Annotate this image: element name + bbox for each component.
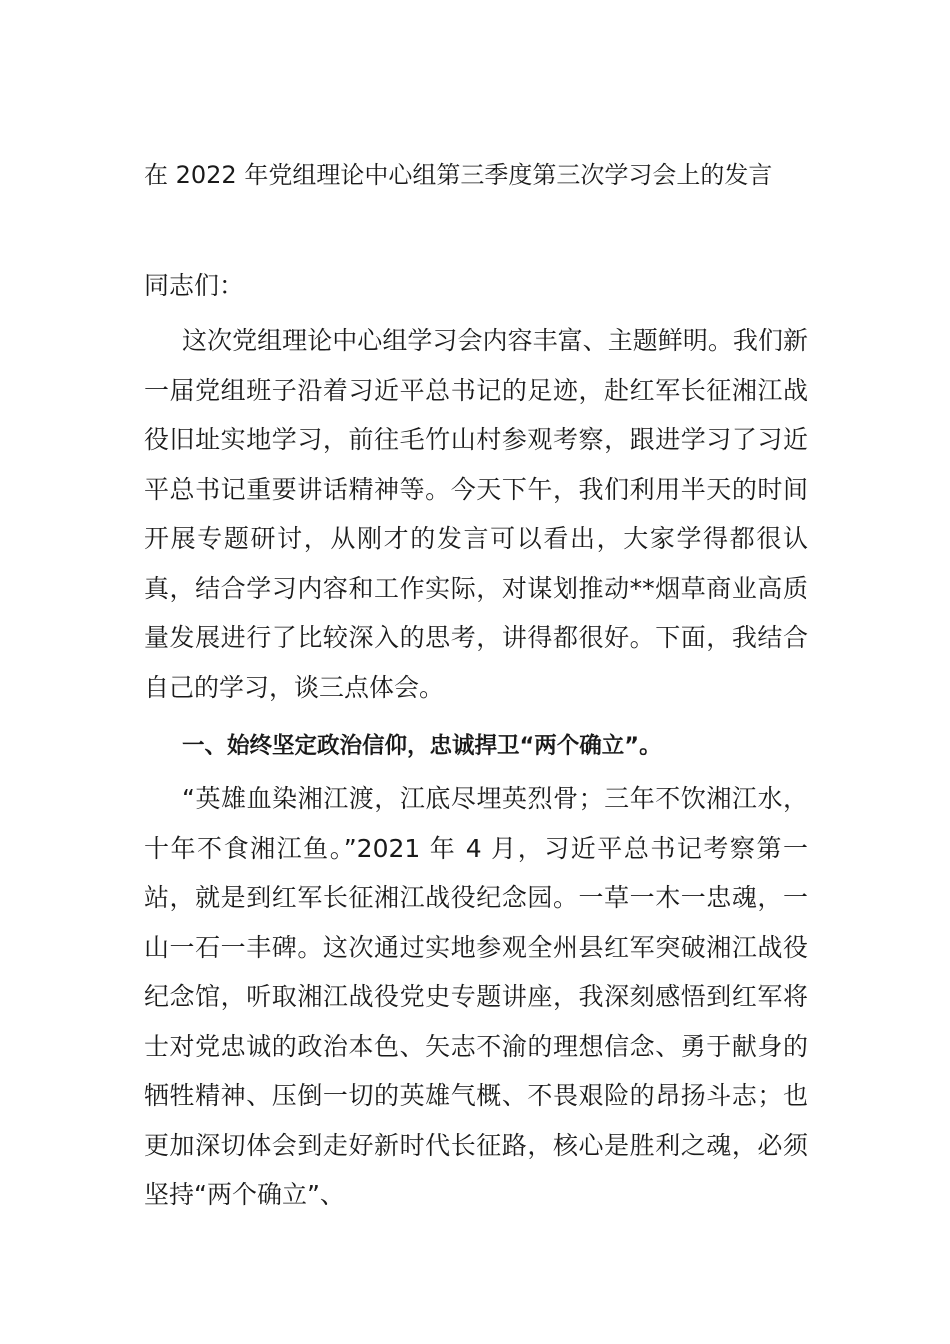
salutation: 同志们： — [144, 271, 245, 300]
paragraph-intro: 这次党组理论中心组学习会内容丰富、主题鲜明。我们新一届党组班子沿着习近平总书记的足迹，赴红军长征湘江战役旧址实地学习，前往毛竹山村参观考察，跟进学习了习近平总书记重要讲话精神等。今天下午，我们利用半天的时间开展专题研讨，从刚才的发言可以看出，大家学得都很认真，结合学习内容和工作实际，对谋划推动**烟草商业高质量发展进行了比较深入的思考，讲得都很好。下面，我结合自己的学习，谈三点体会。 — [144, 326, 808, 702]
document-title: 在 2022 年党组理论中心组第三季度第三次学习会上的发言 — [144, 161, 773, 189]
document-body — [144, 266, 808, 1220]
section-heading-1: 一、始终坚定政治信仰，忠诚捍卫“两个确立”。 — [182, 733, 662, 759]
paragraph-section-1: “英雄血染湘江渡，江底尽埋英烈骨；三年不饮湘江水，十年不食湘江鱼。”2021 年 4 月，习近平总书记考察第一站，就是到红军长征湘江战役纪念园。一草一木一忠魂，一山一石一丰碑。这次通过实地参观全州县红军突破湘江战役纪念馆，听取湘江战役党史专题讲座，我深刻感悟到红军将士对党忠诚的政治本色、矢志不渝的理想信念、勇于献身的牺牲精神、压倒一切的英雄气概、不畏艰险的昂扬斗志；也更加深切体会到走好新时代长征路，核心是胜利之魂，必须坚持“两个确立”、 — [144, 784, 808, 1209]
